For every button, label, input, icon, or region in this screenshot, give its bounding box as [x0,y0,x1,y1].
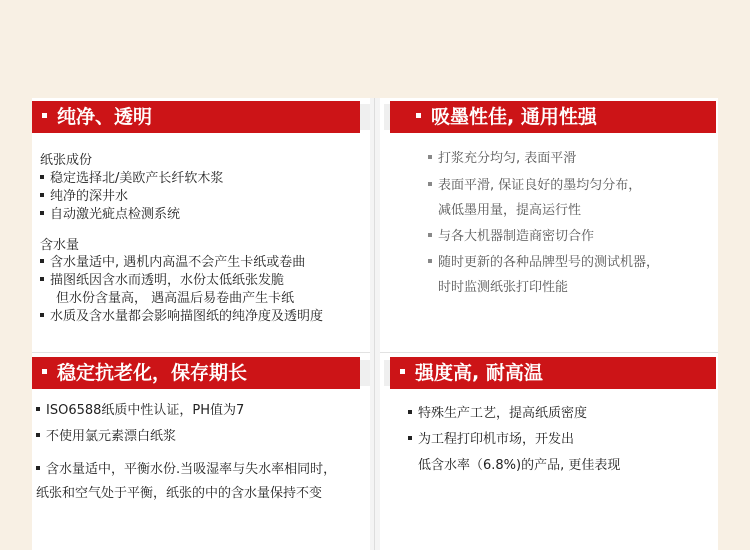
composition-label: 纸张成份 [40,153,93,168]
list-item-continuation: 减低墨用量，提高运行性 [438,203,582,218]
bullet-icon [40,277,44,281]
list-item: 稳定选择北/美欧产长纤软木浆 [40,170,223,188]
header-tail [360,360,370,386]
bullet-icon [408,410,412,414]
list-item: 表面平滑, 保证良好的墨均匀分布， [428,177,641,195]
column-divider [370,98,380,550]
bullet-icon [40,175,44,179]
list-item: 水质及含水量都会影响描图纸的纯净度及透明度 [40,308,323,326]
list-item: 与各大机器制造商密切合作 [428,228,594,246]
list-item-continuation: 但水份含量高， 遇高温后易卷曲产生卡纸 [56,291,295,306]
bullet-icon [40,211,44,215]
list-item: 纯净的深井水 [40,188,128,206]
list-item: 随时更新的各种品牌型号的测试机器， [428,254,659,272]
header-bullet-icon [416,113,421,118]
list-item-continuation: 时时监测纸张打印性能 [438,280,569,295]
bullet-icon [408,436,412,440]
bullet-icon [36,433,40,437]
section-header-strength [390,357,716,389]
section-title-strength: 强度高, 耐高温 [415,362,543,384]
bullet-icon [428,155,432,159]
bullet-icon [40,313,44,317]
header-bullet-icon [400,369,405,374]
moisture-label: 含水量 [40,238,80,253]
list-item-continuation: 低含水率（6.8%)的产品, 更佳表现 [418,458,621,473]
section-title-pure: 纯净、透明 [57,106,153,128]
section-header-ink [390,101,716,133]
section-title-ink: 吸墨性佳, 通用性强 [431,106,597,128]
list-item: 含水量适中，平衡水份.当吸湿率与失水率相同时， [36,461,336,479]
list-item: 含水量适中, 遇机内高温不会产生卡纸或卷曲 [40,254,305,272]
list-item-continuation: 纸张和空气处于平衡，纸张的中的含水量保持不变 [36,486,323,501]
bullet-icon [428,233,432,237]
bullet-icon [428,259,432,263]
list-item: ISO6588纸质中性认证，PH值为7 [36,402,244,420]
list-item: 为工程打印机市场，开发出 [408,431,574,449]
list-item: 不使用氯元素漂白纸浆 [36,428,176,446]
header-bullet-icon [42,113,47,118]
bullet-icon [40,259,44,263]
section-header-aging [32,357,360,389]
list-item: 描图纸因含水而透明，水份太低纸张发脆 [40,272,284,290]
bullet-icon [36,407,40,411]
section-header-pure [32,101,360,133]
section-title-aging: 稳定抗老化，保存期长 [57,362,248,384]
header-bullet-icon [42,369,47,374]
bullet-icon [40,193,44,197]
list-item: 特殊生产工艺，提高纸质密度 [408,405,587,423]
list-item: 自动激光疵点检测系统 [40,206,180,224]
bullet-icon [36,466,40,470]
section-separator [380,352,718,353]
list-item: 打浆充分均匀, 表面平滑 [428,150,576,168]
header-tail [360,104,370,130]
bullet-icon [428,182,432,186]
section-separator [32,352,370,353]
